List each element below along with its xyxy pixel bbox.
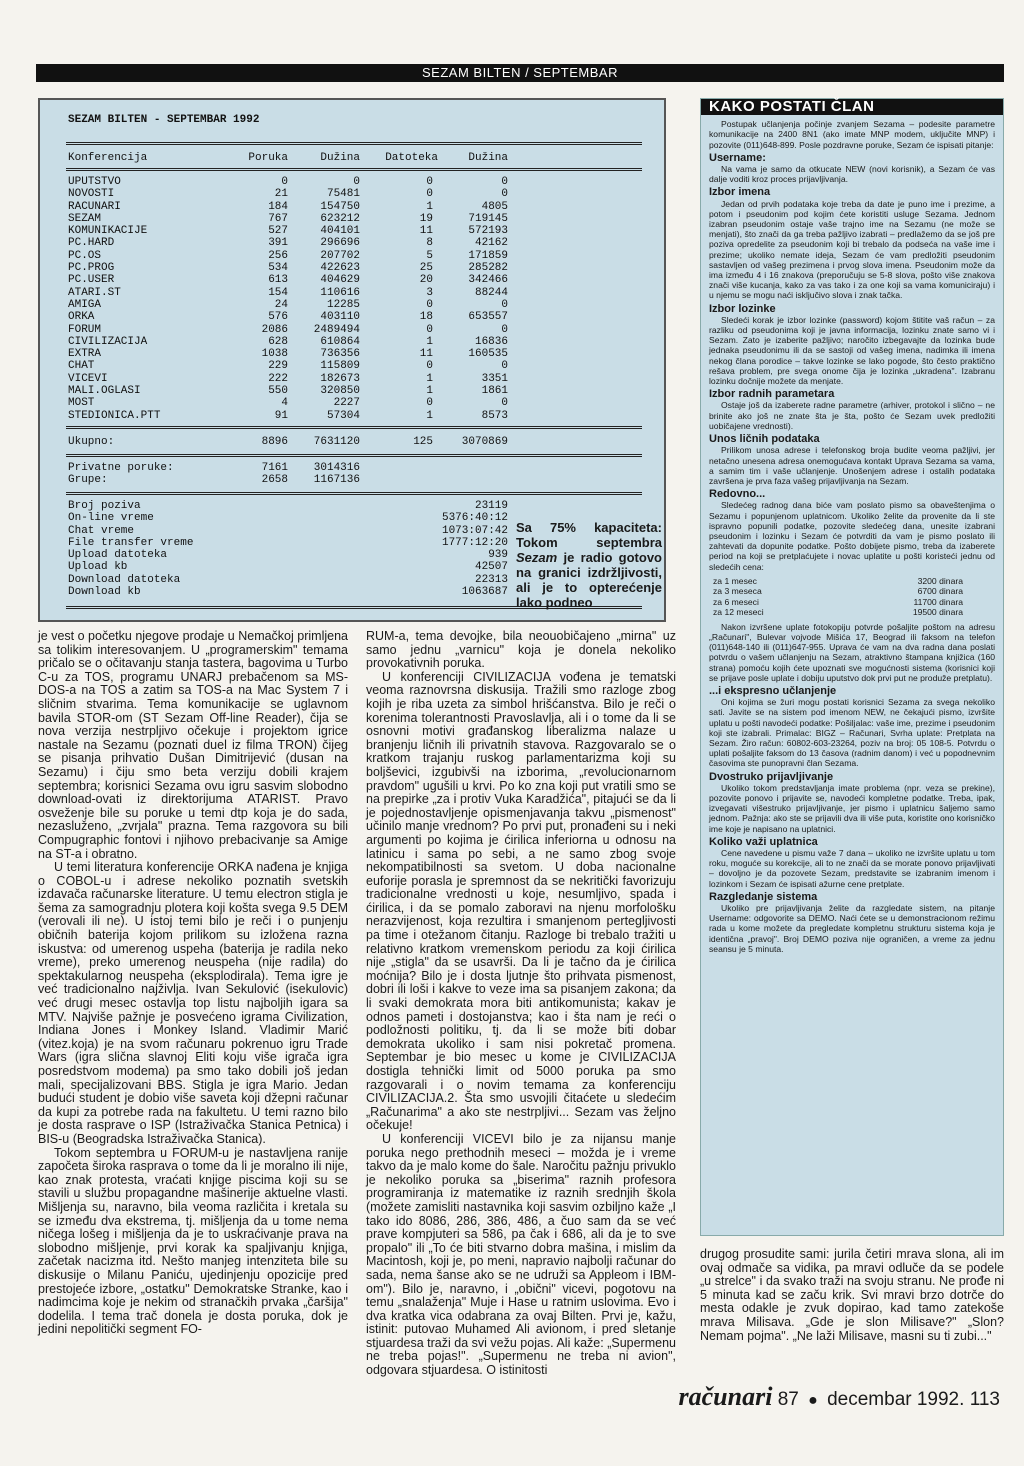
table-row xyxy=(68,299,518,311)
table-cell: 4805 xyxy=(481,200,508,213)
table-row xyxy=(68,250,518,262)
table-cell: 0 xyxy=(426,323,433,336)
table-cell: 534 xyxy=(268,262,288,275)
table-cell: 0 xyxy=(426,176,433,188)
usage-row xyxy=(68,537,508,549)
joke-continuation: drugog prosudite sami: jurila četiri mrava slona, ali im ovaj odmače sa vidika, pa mravi odluče da se podele „u strelce" i da svako traži na svoju stranu. Ne prođe ni 5 minuta kad se začu krik. Svi mravi brzo dotrče do mesta odakle je zvuk dopirao, kad tamo zatekoše mrava Milisava. „Gde je slon Milisave?" „Slon? Nemam pojma". „Ne laži Milisave, masni su ti zubi..." xyxy=(700,1247,1004,1343)
table-cell: 18 xyxy=(419,311,433,324)
table-row xyxy=(68,188,518,200)
stats-table xyxy=(68,176,518,422)
paragraph: Tokom septembra u FORUM-u je nastavljena ranije započeta široka rasprava o tome da li je moralno ili nije, kao znak protesta, vraćati knjige piscima koji su se stavili u službu propagandne mašinerije aktuelne vlasti. Mišljenja su, naravno, bila veoma različita i kretala su se između dva ekstrema, tj. mišljenja da u tome nema ničega lošeg i mišljenja da je to uskraćivanje prava na slobodno mišljenje, prvi korak ka spaljivanju knjiga, začetak nacizma itd. Nešto manjeg intenziteta bile su diskusije o Milanu Paniću, ujedinjenju opozicije pred prestojeće izbore, „ostatku" Demokratske Stranke, kao i nadimcima koje je nekim od stranačkih prvaka „čaršija" dodelila. I tema trač donela je dosta poruka, dok je jedini nepolitički segment FO- xyxy=(38,1145,348,1337)
sidebar-heading: Izbor lozinke xyxy=(709,302,776,315)
table-cell: 2489494 xyxy=(313,323,360,336)
table-row xyxy=(68,176,518,188)
table-cell: 285282 xyxy=(468,262,508,275)
table-cell: 20 xyxy=(419,274,433,287)
usage-label: Chat vreme xyxy=(68,524,135,537)
table-cell: 623212 xyxy=(320,212,360,225)
usage-label: On-line vreme xyxy=(68,512,154,525)
paragraph: U temi literatura konferencije ORKA nađena je knjiga o COBOL-u i adrese nekoliko poznatih svetskih izdavača računarske literature. U temu electron stigla je šema za samogradnju plotera koji košta svega 9.5 DEM (verovali ili ne). U istoj temi bilo je reči i o punjenju običnih baterija kojom prilikom su izložena razna iskustva: od umerenog uspeha (baterija je radila neko vreme), preko umerenog neuspeha (nije radila) do spektakularnog neuspeha (eksplodirala). Tema igre je već tradicionalno najživlja. Ivan Sekulović (isekulovic) već drugi mesec ostavlja top listu najboljih igara sa MTV. Najviše pažnje je posvećeno igrama Civilization, Indiana Jones i Monkey Island. Vladimir Marić (vitez.koja) je na svom računaru pokrenuo igru Trade Wars (igra slična slavnoj Eliti koju više igrača igra posredstvom modema) pa smo tako dobili još jedan mali, specijalizovani BBS. Stigla je igra Mario. Jedan budući student je dobio više saveta koji džepni računar da kupi za potrebe rada na fakultetu. U temi razno bilo je dosta rasprave o ISP (Istraživačka Stanica Petnica) i BIS-u (Beogradska Istraživačka Stanica). xyxy=(38,860,348,1146)
table-cell: AMIGA xyxy=(68,298,102,311)
usage-row xyxy=(68,586,508,598)
sidebar-heading: Dvostruko prijavljivanje xyxy=(709,770,834,783)
private-stats xyxy=(68,462,518,487)
article-column-2 xyxy=(366,630,676,1378)
sidebar-heading: Razgledanje sistema xyxy=(709,890,818,903)
usage-label: Upload datoteka xyxy=(68,549,168,562)
table-cell: 154750 xyxy=(320,200,360,213)
table-cell: 1 xyxy=(426,335,433,348)
table-cell: 229 xyxy=(268,360,288,373)
table-row xyxy=(68,287,518,299)
price-row xyxy=(709,576,995,587)
sidebar-heading: Username: xyxy=(709,151,766,164)
sidebar-text: Sledeći korak je izbor lozinke (password) kojom štitite vaš račun – za razliku od pseudonima koji je javna informacija, lozinku znate samo vi i Sezam. Zato je izaberite pažljivo; naročito izbegavajte da lozinka bude jednaka pseudonimu ili da se sastoji od vašeg imena, nadimka ili imena nekog člana porodice – takve lozinke se lako pogode, što često praktično rešava problem, pre svega onome čija je lozinka „ukradena". Izabranu lozinku dočnije možete da menjate. xyxy=(709,314,995,387)
stats-total-row xyxy=(68,436,518,448)
stat-value: 3014316 xyxy=(313,462,360,474)
table-row xyxy=(68,360,518,372)
table-cell: 42162 xyxy=(474,237,508,250)
table-cell: MOST xyxy=(68,397,95,410)
table-cell: 0 xyxy=(501,397,508,410)
price-period: za 6 meseci xyxy=(713,596,759,607)
table-cell: 527 xyxy=(268,225,288,238)
table-cell: 91 xyxy=(274,409,288,422)
sidebar-text: Ukoliko tokom predstavljanja imate problema (npr. veza se prekine), pozovite ponovo i prijavite se, navodeći kompletne podatke. Treba, ipak, izvegavati višestruko prijavljivanje, jer pismo i uplatnicu šaljemo samo jednom. Pažnja: ako ste se prijavili dva ili više puta, koristite ono korisničko ime koje je napisano na uplatnici. xyxy=(709,782,995,834)
table-cell: 3351 xyxy=(481,372,508,385)
usage-value: 5376:40:12 xyxy=(441,512,508,525)
table-cell: 572193 xyxy=(468,225,508,238)
callout xyxy=(516,520,662,610)
table-cell: 576 xyxy=(268,311,288,324)
section-header: SEZAM BILTEN / SEPTEMBAR xyxy=(36,64,1004,82)
table-cell: 0 xyxy=(426,298,433,311)
table-cell: 1861 xyxy=(481,385,508,398)
issue-number: 87 xyxy=(777,1389,799,1410)
table-cell: SEZAM xyxy=(68,212,102,225)
table-row xyxy=(68,385,518,397)
usage-value: 23119 xyxy=(474,500,508,512)
issue-date: decembar 1992. xyxy=(827,1389,965,1410)
price-period: za 3 meseca xyxy=(713,586,762,597)
table-cell: 21 xyxy=(274,188,288,201)
price-list xyxy=(709,576,995,618)
table-cell: PC.HARD xyxy=(68,237,115,250)
sidebar-text: Prilikom unosa adrese i telefonskog broja budite veoma pažljivi, jer netačno unesena adresa onemogućava kontakt Uprava Sezama sa vama, a samim tim i vaše učlanjenje. Unošenjem adrese i ostalih podataka završena je prva faza vašeg prijavljivanja na Sezam. xyxy=(709,445,995,486)
table-cell: 628 xyxy=(268,335,288,348)
price-row xyxy=(709,607,995,618)
table-row xyxy=(68,336,518,348)
table-cell: 24 xyxy=(274,298,288,311)
table-row xyxy=(68,311,518,323)
sidebar-text: Nakon izvršene uplate fotokopiju potvrde pošaljite poštom na adresu „Računari", Bulevar vojvode Mišića 17, Beograd ili faksom na telefon (011)648-140 ili (011)647-955. Uprava će vam na dva radna dana poslati potvrdu o vašem učlanjenju na Sezam, atraktivno štampana knjižica (160 strana) pomoću kojih ćete upoznati sve mogućnosti sistema (korisnici koji se prijave posle uplate i dobiju uputstvo dok prvi put ne produže pretplatu). xyxy=(709,621,995,683)
table-cell: 610864 xyxy=(320,335,360,348)
table-row xyxy=(68,201,518,213)
table-row xyxy=(68,397,518,409)
callout-text: Sa 75% kapaciteta: Tokom septembra xyxy=(516,520,662,550)
usage-label: Upload kb xyxy=(68,561,128,574)
table-row xyxy=(68,410,518,422)
table-cell: 0 xyxy=(426,397,433,410)
divider xyxy=(66,426,642,429)
sidebar-heading: Unos ličnih podataka xyxy=(709,433,820,446)
table-cell: 184 xyxy=(268,200,288,213)
sidebar-heading: Izbor imena xyxy=(709,186,771,199)
col-header: Konferencija xyxy=(68,152,148,164)
table-row xyxy=(68,213,518,225)
table-cell: MALI.OGLASI xyxy=(68,385,141,398)
table-cell: PC.OS xyxy=(68,249,102,262)
col-header: Datoteka xyxy=(385,152,438,164)
table-row xyxy=(68,237,518,249)
table-cell: 0 xyxy=(281,176,288,188)
col-header: Poruka xyxy=(248,152,288,164)
sidebar-sections-2 xyxy=(709,686,995,954)
total-value: 125 xyxy=(413,436,433,448)
table-row xyxy=(68,324,518,336)
sidebar-text: Sledećeg radnog dana biće vam poslato pismo sa obaveštenjima o Sezamu i popunjenom uplatnicom. Ukoliko želite da provenite da li ste ispravno popunili podatke, pozovite sledećeg dana, unesite izabrani pseudonim i lozinku i Sezam će potvrditi da vam je pismo poslato ili zahtevati da dopunite podatke. Pošto dobijete pismo, treba da izaberete period na koji se pretplaćujete i novac uplatite u pošti koristeći jednu od sledećih cena: xyxy=(709,500,995,572)
sidebar-text: Oni kojima se žuri mogu postati korisnici Sezama za svega nekoliko sati. Javite se na sistem pod imenom NEW, ne čekajući pismo, izvršite uplatu u pošti navodeći podatke: Pošiljalac: vaše ime, prezime i pseudonim koji ste izabrali. Primalac: BIGZ – Računari, Svrha uplate: Pretplata na Sezam. Žiro račun: 60802-603-23264, poziv na broj: 05 108-5. Potvrdu o uplati pošaljite faksom do 13 časova (radnim danom) i već u popodnevnim časovima ste punopravni član Sezama. xyxy=(709,697,995,769)
usage-row xyxy=(68,574,508,586)
table-cell: 342466 xyxy=(468,274,508,287)
usage-value: 1777:12:20 xyxy=(441,536,508,549)
table-row xyxy=(68,274,518,286)
table-cell: ATARI.ST xyxy=(68,286,121,299)
usage-value: 939 xyxy=(488,549,508,562)
stat-value: 7161 xyxy=(261,462,288,474)
table-cell: 550 xyxy=(268,385,288,398)
stat-value: 1167136 xyxy=(313,474,360,487)
callout-emphasis: Sezam xyxy=(516,550,558,565)
paragraph: U konferenciji VICEVI bilo je za nijansu manje poruka nego prethodnih meseci – možda je i vreme takvo da je malo kome do šale. Naročitu pažnju privuklo je nekoliko poruka sa „biserima" raznih profesora programiranja iz matematike iz raznih srednjih škola (možete zamisliti nastavnika koji sasvim ozbiljno kaže „I tako ido 8086, 286, 386, 486, a čuo sam da se već prave kompjuteri sa 586, pa čak i 686, ali da je to sve propalo" ili „To će biti stvarno dobra mašina, i mislim da Macintosh, koji je, po meni, napravio najbolji računar do sada, nema šanse ako se ne udruži sa Appleom i IBM-om"). Bilo je, naravno, i „obični" vicevi, pogotovu na temu „snalaženja" Muje i Hase u ratnim uslovima. Evo i dva kratka vica odabrana za ovaj Bilten. Prvi je, kažu, istinit: putovao Muhamed Ali avionom, i pred sletanje stjuardesa traži da svi vežu pojas. Ali kaže: „Supermenu ne treba pojas!". „Supermenu ne treba ni avion", odgovara stjuardesa. O istinitosti xyxy=(366,1131,676,1378)
total-value: 7631120 xyxy=(313,436,360,448)
table-cell: ORKA xyxy=(68,311,95,324)
membership-sidebar xyxy=(700,98,1004,1236)
sidebar-text: Jedan od prvih podataka koje treba da date je puno ime i prezime, a potom i pseudonim pod kojim ćete koristiti usluge Sezama. Jednom izabran pseudonim ostaje vaše trajno ime na Sezamu (ne može se menjati), što znači da ga treba pažljivo izabrati – predlažemo da se još pre poziva opredelite za pseudonim koji bi trebalo da podseća na vaše ime i prezime; ukoliko nemate ideja, Sezam će vam predložiti pseudonim sastavljen od vašeg prezimena i prvog slova imena. Pseudonim može da ima između 4 i 16 znakova (preporučuju se 5-8 slova, pošto više znakova znači više kucanja, kako za vas tako i za one koji sa vama komuniciraju) i u njemu se mogu naći isključivo slova i znak tačka. xyxy=(709,198,995,301)
usage-row xyxy=(68,500,508,512)
sidebar-sections xyxy=(709,187,995,571)
table-cell: 57304 xyxy=(326,409,360,422)
table-cell: 1 xyxy=(426,200,433,213)
paragraph: U konferenciji CIVILIZACIJA vođena je tematski veoma raznovrsna diskusija. Tražili smo razloge zbog kojih je riba uzeta za simbol hrišćanstva. Bilo je reči o korenima tolerantnosti Pravoslavlja, ali i o tome da li se osnovni motivi građanskog liberalizma nalaze u branjenju ličnih ili privatnih stavova. Razgovaralo se o kratkom trajanju ruskog parlamentarizma koji su boljševici, izgubivši na izborima, „revolucionarnom pravdom" ugušili u krvi. Po ko zna koji put vratili smo se na prepirke „za i protiv Vuka Karadžića", pitajući se da li je pojednostavljenje opismenjavanja takvu „pismenost" učinilo manje vrednom? Po prvi put, pronađeni su i neki argumenti po kojima je ćirilica inferiorna u odnosu na latinicu i sama po sebi, a ne samo zbog svoje nekompatibilnosti sa svetom. U doba nacionalne euforije porasla je spremnost da se nekritički favorizuju tradicionalne vrednosti u koje, nesumljivo, spada i ćirilica, i da se pomalo zaboravi na njenu morfološku nerazvijenost, koja rezultira i smanjenom pertegljivosti pa time i otežanom čitanju. Razloge bi trebalo tražiti u relativno kratkom vremenskom periodu za koji ćirilica nije „stigla" da se usavrši. Da li je tačno da je ćirilica moćnija? Bilo je i dosta ljutnje što prihvata pismenost, dobri ili loši i kakve to veze ima sa pisanjem zakona; da li svaki demokrata mora biti antikomunista; kakav je odnos pameti i dostojanstva; kao i šta nam je reći o podložnosti politiku, tj. da li se može biti dobar demokrata ukoliko i sam nisi pokretač promena. Septembar je bio mesec u kome je CIVILIZACIJA dostigla tehnički limit od 5000 poruka pa smo razgovarali i o novim temama za konferenciju CIVILIZACIJA.2. Šta smo usvojili čitaćete u sledećim „Računarima" a ako ste nestrpljivi... Sezam vas željno očekuje! xyxy=(366,669,676,1133)
stats-title: SEZAM BILTEN - SEPTEMBAR 1992 xyxy=(68,114,260,126)
table-cell: 719145 xyxy=(468,212,508,225)
table-cell: 115809 xyxy=(320,360,360,373)
table-cell: 1038 xyxy=(261,348,288,361)
sidebar-text: Na vama je samo da otkucate NEW (novi korisnik), a Sezam će vas dalje voditi kroz proces prijavljivanja. xyxy=(709,164,995,185)
table-cell: 4 xyxy=(281,397,288,410)
table-cell: STEDIONICA.PTT xyxy=(68,409,161,422)
usage-row xyxy=(68,525,508,537)
table-cell: 0 xyxy=(353,176,360,188)
table-cell: 171859 xyxy=(468,249,508,262)
usage-label: Broj poziva xyxy=(68,500,141,512)
table-row xyxy=(68,373,518,385)
table-cell: 0 xyxy=(501,360,508,373)
table-row xyxy=(68,262,518,274)
table-cell: 404629 xyxy=(320,274,360,287)
article-column-1 xyxy=(38,630,348,1337)
table-cell: 12285 xyxy=(326,298,360,311)
table-cell: VICEVI xyxy=(68,372,108,385)
table-cell: 154 xyxy=(268,286,288,299)
stat-label: Grupe: xyxy=(68,474,108,487)
sidebar-intro: Postupak učlanjenja počinje zvanjem Sezama – podesite parametre komunikacije na 2400 8N1 (ako imate MNP modem, uključite MNP) i pozovite (011)648-899. Posle pozdravne poruke, Sezam će ispisati pitanje: xyxy=(709,119,995,150)
table-cell: 75481 xyxy=(326,188,360,201)
table-cell: FORUM xyxy=(68,323,102,336)
col-header: Dužina xyxy=(320,152,360,164)
total-value: 3070869 xyxy=(461,436,508,448)
table-cell: 222 xyxy=(268,372,288,385)
sidebar-text: Ostaje još da izaberete radne parametre (arhiver, protokol i slično – ne brinite ako još ne znate šta je šta, pošto će Sezam uvek predložiti uobičajene vrednosti). xyxy=(709,400,995,431)
usage-label: File transfer vreme xyxy=(68,536,194,549)
divider xyxy=(66,492,642,495)
divider xyxy=(66,168,642,171)
table-cell: 11 xyxy=(419,348,433,361)
usage-stats xyxy=(68,500,508,598)
table-cell: 11 xyxy=(419,225,433,238)
table-cell: RACUNARI xyxy=(68,200,121,213)
price-period: za 12 meseci xyxy=(713,607,764,618)
table-cell: 16836 xyxy=(474,335,508,348)
total-label: Ukupno: xyxy=(68,436,115,448)
table-cell: 320850 xyxy=(320,385,360,398)
table-cell: 88244 xyxy=(474,286,508,299)
sidebar-text: Cene navedene u pismu važe 7 dana – ukoliko ne izvršite uplatu u tom roku, moguće su korekcije, ali to ne znači da se morate ponovo prijavljivati – dovoljno je da pozovete Sezam, predstavite se izabranim imenom i lozinkom i Sezam će ispisati ažurne cene pretplate. xyxy=(709,848,995,889)
table-cell: PC.USER xyxy=(68,274,115,287)
table-cell: EXTRA xyxy=(68,348,102,361)
table-cell: 391 xyxy=(268,237,288,250)
table-cell: 2086 xyxy=(261,323,288,336)
table-cell: 207702 xyxy=(320,249,360,262)
table-cell: UPUTSTVO xyxy=(68,176,121,188)
table-cell: 2227 xyxy=(333,397,360,410)
table-cell: 1 xyxy=(426,409,433,422)
price-period: za 1 mesec xyxy=(713,575,757,586)
table-cell: 3 xyxy=(426,286,433,299)
table-cell: 0 xyxy=(501,298,508,311)
table-cell: 0 xyxy=(426,360,433,373)
table-cell: 767 xyxy=(268,212,288,225)
magazine-logo: računari xyxy=(678,1382,773,1411)
table-row xyxy=(68,348,518,360)
bullet-icon: ● xyxy=(808,1392,818,1409)
col-header: Dužina xyxy=(468,152,508,164)
sidebar-heading: Redovno... xyxy=(709,488,766,501)
usage-value: 42507 xyxy=(474,561,508,574)
sidebar-text: Ukoliko pre prijavljivanja želite da razgledate sistem, na pitanje Username: odgovorite sa DEMO. Naći ćete se u demonstracionom režimu rada u kome možete da pregledate kompletnu strukturu sistema koja je identična „pravoj". Broj DEMO poziva nije ograničen, a vreme za jednu seansu je 5 minuta. xyxy=(709,903,995,954)
table-cell: 8573 xyxy=(481,409,508,422)
price-amount: 3200 dinara xyxy=(917,575,963,586)
table-cell: 8 xyxy=(426,237,433,250)
usage-label: Download kb xyxy=(68,586,141,599)
paragraph: RUM-a, tema devojke, bila neouobičajeno „mirna" uz samo jednu „varnicu" koja je donela nekoliko provokativnih poruka. xyxy=(366,629,676,671)
table-cell: 403110 xyxy=(320,311,360,324)
usage-value: 1073:07:42 xyxy=(441,524,508,537)
price-amount: 11700 dinara xyxy=(913,596,963,607)
callout-text: je radio gotovo na granici izdržljivosti, ali je to opterećenje lako podneo xyxy=(516,550,662,610)
table-cell: 25 xyxy=(419,262,433,275)
sidebar-title: KAKO POSTATI ČLAN xyxy=(701,99,1003,115)
table-cell: 653557 xyxy=(468,311,508,324)
table-cell: 0 xyxy=(426,188,433,201)
table-cell: 182673 xyxy=(320,372,360,385)
table-cell: 1 xyxy=(426,385,433,398)
table-cell: 110616 xyxy=(320,286,360,299)
usage-row xyxy=(68,549,508,561)
sidebar-heading: ...i ekspresno učlanjenje xyxy=(709,684,837,697)
stat-label: Privatne poruke: xyxy=(68,462,174,474)
table-cell: CIVILIZACIJA xyxy=(68,335,148,348)
table-cell: 160535 xyxy=(468,348,508,361)
table-cell: PC.PROG xyxy=(68,262,115,275)
table-cell: NOVOSTI xyxy=(68,188,115,201)
sidebar-heading: Izbor radnih parametara xyxy=(709,388,835,401)
price-amount: 6700 dinara xyxy=(917,586,963,597)
stats-table-header xyxy=(68,152,518,164)
table-cell: CHAT xyxy=(68,360,95,373)
divider xyxy=(66,142,642,145)
table-cell: 404101 xyxy=(320,225,360,238)
table-cell: 256 xyxy=(268,249,288,262)
table-cell: KOMUNIKACIJE xyxy=(68,225,148,238)
table-cell: 19 xyxy=(419,212,433,225)
divider xyxy=(66,454,642,457)
table-cell: 0 xyxy=(501,323,508,336)
stat-value: 2658 xyxy=(261,474,288,487)
table-cell: 736356 xyxy=(320,348,360,361)
table-row xyxy=(68,225,518,237)
price-row xyxy=(709,597,995,608)
usage-label: Download datoteka xyxy=(68,573,181,586)
table-cell: 5 xyxy=(426,249,433,262)
table-cell: 0 xyxy=(501,176,508,188)
table-cell: 0 xyxy=(501,188,508,201)
price-row xyxy=(709,586,995,597)
total-value: 8896 xyxy=(261,436,288,448)
table-cell: 1 xyxy=(426,372,433,385)
page-number: 113 xyxy=(969,1389,1000,1410)
table-cell: 296696 xyxy=(320,237,360,250)
usage-row xyxy=(68,561,508,573)
usage-value: 22313 xyxy=(474,573,508,586)
page-footer xyxy=(679,1382,1000,1412)
paragraph: je vest o početku njegove prodaje u Nemačkoj primljena sa tolikim interesovanjem. U „programerskim" temama pričalo se o očitavanju stanja tastera, bagovima u Turbo C-u za TOS, programu UNARJ prebačenom sa MS-DOS-a na TOS a zatim sa TOS-a na Mac System 7 i sličnim stvarima. Tema komunikacije se uglavnom bavila STOR-om (ST Sezam Off-line Reader), čija se nova verzija nestrpljivo očekuje i projektom igrice nastale na Sezamu (poznati duel iz filma TRON) čijeg se pisanja prihvatio Dušan Dimitrijević (dusan na Sezamu) i čiju smo beta verziju dobili krajem septembra; korisnici Sezama ovu igru sasvim slobodno download-ovati iz direktorijuma ATARIST. Pravo osveženje bile su poruke u temi dtp koja je do sada, nezasluženo, „zvrjala" prazna. Tema razgovora su bili Compugraphic fontovi i njihovo prebacivanje sa Amige na ST-a i obratno. xyxy=(38,629,348,861)
price-amount: 19500 dinara xyxy=(912,607,963,618)
sidebar-heading: Koliko važi uplatnica xyxy=(709,835,818,848)
table-cell: 613 xyxy=(268,274,288,287)
table-cell: 422623 xyxy=(320,262,360,275)
usage-row xyxy=(68,512,508,524)
usage-value: 1063687 xyxy=(461,586,508,599)
